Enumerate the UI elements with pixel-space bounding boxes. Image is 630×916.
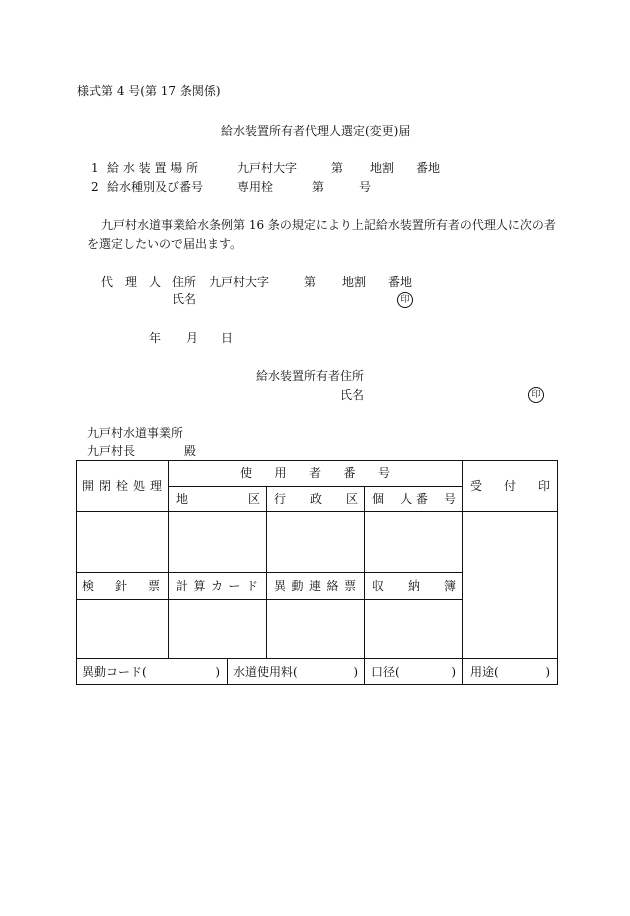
date-year: 年 (149, 331, 162, 345)
table-line (168, 486, 463, 487)
table-line (76, 599, 463, 600)
administrative-district-header: 行 政 区 (274, 492, 358, 506)
user-number-header: 使 用 者 番 号 (240, 466, 390, 480)
personal-number-header: 個 人 番 号 (372, 492, 456, 506)
body-line-2: を選定したいので届出ます。 (87, 237, 243, 251)
open-close-tap-header: 開 閉 栓 処 理 (82, 479, 162, 493)
owner-address-label: 給水装置所有者住所 (256, 369, 365, 383)
body-line-1: 九戸村水道事業給水条例第 16 条の規定により上記給水装置所有者の代理人に次の者 (101, 218, 556, 232)
agent-name-label: 氏名 (172, 292, 197, 306)
district-header: 地 区 (176, 492, 260, 506)
item-2-tap-type: 専用栓 (237, 180, 274, 194)
recipient-honorific: 殿 (184, 444, 197, 458)
date-day: 日 (221, 331, 234, 345)
usage-purpose-field: 用途( ) (470, 665, 550, 679)
form-title: 給水装置所有者代理人選定(変更)届 (221, 124, 411, 138)
change-code-field: 異動コード( ) (82, 665, 220, 679)
table-line (364, 486, 365, 659)
water-fee-field: 水道使用料( ) (233, 665, 358, 679)
item-1-number: 1 (91, 161, 99, 175)
table-line (557, 460, 558, 685)
table-line (266, 486, 267, 659)
item-1-label: 給 水 装 置 場 所 (107, 161, 199, 175)
item-2-dai: 第 (312, 180, 325, 194)
reception-seal-header: 受 付 印 (470, 479, 550, 493)
change-notice-header: 異 動 連 絡 票 (274, 579, 356, 593)
agent-heading: 代 理 人 (101, 275, 161, 289)
item-1-banchi: 番地 (416, 161, 441, 175)
agent-village: 九戸村大字 (209, 275, 270, 289)
meter-reading-slip-header: 検 針 票 (82, 579, 160, 593)
table-line (168, 460, 169, 659)
recipient-office: 九戸村水道事業所 (87, 426, 184, 440)
bore-diameter-field: 口径( ) (371, 665, 456, 679)
agent-chiwari: 地割 (342, 275, 367, 289)
item-2-go: 号 (359, 180, 372, 194)
form-number: 様式第 4 号(第 17 条関係) (77, 84, 221, 98)
item-1-dai: 第 (331, 161, 344, 175)
agent-dai: 第 (304, 275, 317, 289)
table-line (76, 684, 558, 685)
owner-seal-mark: 印 (528, 387, 544, 403)
item-1-village: 九戸村大字 (237, 161, 298, 175)
table-line (76, 460, 77, 685)
table-line (364, 658, 365, 685)
receipt-ledger-header: 収 納 簿 (372, 579, 456, 593)
item-2-label: 給水種別及び番号 (107, 180, 204, 194)
table-line (76, 572, 463, 573)
table-line (76, 511, 558, 512)
calculation-card-header: 計 算 カ ー ド (176, 579, 258, 593)
agent-banchi: 番地 (388, 275, 413, 289)
agent-seal-mark: 印 (397, 292, 413, 308)
table-line (76, 658, 558, 659)
table-line (462, 460, 463, 685)
recipient-mayor: 九戸村長 (87, 444, 136, 458)
item-2-number: 2 (91, 180, 99, 194)
item-1-chiwari: 地割 (370, 161, 395, 175)
table-line (227, 658, 228, 685)
agent-address-label: 住所 (172, 275, 197, 289)
table-line (76, 460, 558, 461)
date-month: 月 (186, 331, 199, 345)
owner-name-label: 氏名 (340, 388, 365, 402)
